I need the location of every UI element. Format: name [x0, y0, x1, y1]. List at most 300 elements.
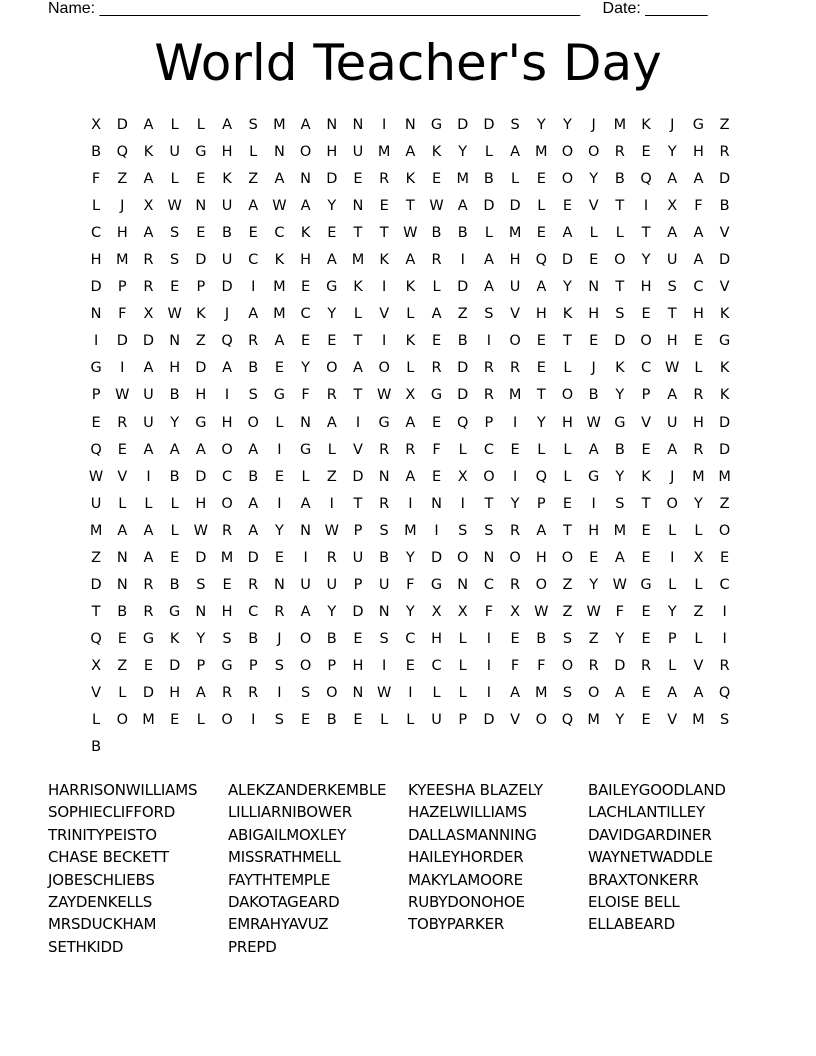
grid-letter: C [248, 252, 259, 269]
grid-letter: H [221, 414, 233, 431]
grid-letter: A [143, 225, 154, 242]
grid-letter: D [142, 333, 155, 350]
grid-letter: H [588, 522, 600, 539]
grid-letter: D [614, 657, 626, 674]
grid-letter: O [509, 549, 521, 566]
grid-letter: X [667, 198, 678, 215]
grid-letter: D [326, 171, 338, 188]
grid-letter: M [351, 252, 365, 269]
grid-letter: Y [196, 630, 206, 647]
grid-letter: L [458, 630, 467, 647]
grid-letter: Z [326, 468, 337, 485]
grid-letter: A [510, 684, 521, 701]
grid-letter: H [509, 252, 521, 269]
grid-letter: I [512, 414, 518, 431]
grid-letter: P [196, 657, 206, 674]
grid-letter: L [170, 495, 179, 512]
grid-letter: D [483, 198, 495, 215]
grid-letter: I [382, 279, 387, 296]
grid-letter: D [457, 387, 469, 404]
grid-letter: I [722, 603, 727, 620]
grid-letter: K [562, 306, 573, 323]
grid-letter: M [535, 684, 548, 701]
grid-letter: K [719, 387, 730, 404]
grid-letter: O [509, 333, 521, 350]
grid-letter: H [90, 252, 102, 269]
grid-letter: H [666, 333, 678, 350]
grid-letter: S [379, 522, 389, 539]
grid-letter: A [667, 387, 678, 404]
grid-letter: U [666, 252, 678, 269]
grid-letter: L [92, 198, 101, 215]
grid-letter: W [665, 360, 680, 377]
grid-letter: U [143, 387, 154, 404]
grid-letter: F [484, 603, 494, 620]
grid-letter: A [117, 522, 128, 539]
grid-letter: U [221, 198, 233, 215]
grid-letter: R [379, 441, 390, 458]
grid-letter: N [195, 603, 207, 620]
grid-letter: D [221, 279, 233, 296]
grid-letter: E [589, 252, 599, 269]
grid-letter: I [382, 117, 387, 133]
word-list-item: SETHKIDD [48, 937, 124, 956]
grid-letter: O [483, 468, 495, 485]
grid-letter: O [326, 360, 338, 377]
grid-letter: U [169, 144, 180, 161]
grid-letter: Z [195, 333, 206, 350]
grid-letter: G [430, 387, 443, 404]
grid-letter: I [408, 684, 413, 701]
grid-letter: E [431, 414, 442, 431]
grid-letter: A [274, 171, 285, 188]
grid-letter: A [222, 360, 232, 377]
grid-letter: T [667, 306, 677, 323]
grid-letter: K [431, 144, 442, 161]
grid-letter: H [221, 603, 233, 620]
word-list-item: ABIGAILMOXLEY [228, 825, 347, 844]
grid-letter: E [431, 171, 442, 188]
grid-letter: L [301, 468, 310, 485]
grid-letter: I [434, 522, 439, 539]
grid-letter: F [118, 306, 127, 323]
grid-letter: S [170, 252, 180, 269]
grid-letter: K [143, 144, 154, 161]
grid-letter: M [89, 522, 103, 539]
grid-letter: H [692, 306, 704, 323]
grid-letter: V [117, 468, 128, 485]
grid-letter: R [248, 333, 259, 350]
grid-letter: Y [327, 603, 337, 620]
grid-letter: Q [90, 441, 102, 458]
grid-letter: A [326, 414, 337, 431]
grid-letter: R [117, 414, 128, 431]
grid-letter: E [327, 225, 337, 242]
grid-letter: A [143, 171, 154, 188]
grid-letter: R [614, 144, 625, 161]
grid-letter: H [300, 252, 312, 269]
word-list-item: FAYTHTEMPLE [228, 870, 331, 889]
grid-letter: S [274, 712, 285, 729]
grid-letter: N [300, 522, 312, 539]
grid-letter: S [719, 712, 730, 729]
grid-letter: U [143, 414, 154, 431]
grid-letter: V [641, 414, 651, 431]
grid-letter: Z [693, 603, 704, 620]
grid-letter: Y [641, 252, 651, 269]
grid-letter: I [224, 387, 230, 404]
grid-letter: G [273, 387, 286, 404]
grid-letter: M [692, 468, 705, 485]
grid-letter: G [195, 414, 207, 431]
grid-letter: Y [667, 603, 677, 620]
grid-letter: W [272, 198, 287, 215]
grid-letter: E [196, 171, 206, 188]
grid-letter: Y [615, 387, 625, 404]
grid-letter: A [405, 252, 416, 269]
grid-letter: L [327, 441, 336, 458]
grid-letter: D [719, 441, 731, 458]
grid-letter: N [300, 414, 312, 431]
grid-letter: X [457, 603, 468, 620]
grid-letter: N [273, 576, 285, 593]
grid-letter: W [324, 522, 339, 539]
grid-letter: H [195, 495, 207, 512]
grid-letter: A [143, 360, 154, 377]
grid-letter: E [301, 279, 311, 296]
grid-letter: I [486, 333, 492, 350]
grid-letter: L [249, 144, 258, 161]
grid-letter: F [537, 657, 546, 674]
grid-letter: N [326, 117, 338, 133]
grid-letter: O [561, 549, 574, 566]
grid-letter: R [693, 387, 704, 404]
grid-letter: L [537, 198, 546, 215]
grid-letter: A [274, 333, 285, 350]
grid-letter: H [562, 414, 573, 431]
grid-letter: N [195, 198, 207, 215]
grid-letter: M [220, 549, 234, 566]
grid-letter: M [718, 468, 731, 485]
grid-letter: H [692, 414, 704, 431]
grid-letter: E [720, 549, 730, 566]
grid-letter: R [326, 549, 337, 566]
grid-letter: V [693, 657, 704, 674]
grid-letter: O [221, 495, 233, 512]
word-list-item: SOPHIECLIFFORD [48, 803, 176, 822]
grid-letter: A [483, 252, 494, 269]
grid-letter: R [379, 171, 390, 188]
grid-letter: D [509, 198, 521, 215]
grid-letter: E [641, 549, 651, 566]
grid-letter: A [300, 198, 311, 215]
grid-letter: P [91, 387, 101, 404]
grid-letter: L [694, 522, 703, 539]
grid-letter: R [143, 576, 154, 593]
grid-letter: C [640, 360, 652, 377]
grid-letter: Y [536, 117, 546, 133]
grid-letter: E [641, 522, 651, 539]
grid-letter: B [457, 225, 468, 242]
grid-letter: V [510, 306, 521, 323]
grid-letter: U [352, 549, 364, 566]
grid-letter: Q [457, 414, 469, 431]
grid-letter: K [641, 468, 651, 485]
grid-letter: B [483, 171, 494, 188]
grid-letter: G [195, 144, 207, 161]
grid-letter: Y [458, 144, 468, 161]
grid-letter: R [274, 603, 285, 620]
grid-letter: A [326, 252, 337, 269]
grid-letter: A [693, 684, 704, 701]
grid-letter: X [143, 306, 154, 323]
grid-letter: U [666, 414, 678, 431]
grid-letter: E [641, 441, 651, 458]
grid-letter: N [588, 279, 600, 296]
grid-letter: Q [221, 333, 233, 350]
grid-letter: I [93, 333, 99, 350]
grid-letter: S [667, 279, 677, 296]
grid-letter: R [483, 387, 494, 404]
grid-letter: V [719, 225, 730, 242]
grid-letter: K [615, 360, 625, 377]
grid-letter: R [143, 279, 154, 296]
grid-letter: D [195, 468, 207, 485]
grid-letter: E [170, 549, 180, 566]
grid-letter: D [169, 657, 181, 674]
grid-letter: M [116, 252, 129, 269]
grid-letter: A [667, 225, 678, 242]
grid-letter: N [404, 117, 416, 133]
grid-letter: W [167, 306, 182, 323]
grid-letter: Y [563, 117, 572, 133]
grid-letter: H [535, 549, 547, 566]
grid-letter: O [561, 657, 574, 674]
grid-letter: U [326, 576, 338, 593]
grid-letter: E [170, 712, 180, 729]
grid-letter: V [353, 441, 363, 458]
grid-letter: G [90, 360, 102, 377]
grid-letter: L [563, 468, 572, 485]
grid-letter: S [248, 387, 258, 404]
grid-letter: I [591, 495, 596, 512]
grid-letter: N [273, 144, 285, 161]
grid-letter: S [379, 630, 389, 647]
grid-letter: T [563, 522, 572, 539]
grid-letter: E [510, 630, 520, 647]
grid-letter: L [380, 712, 389, 729]
grid-letter: O [614, 252, 626, 269]
grid-letter: J [224, 306, 230, 323]
grid-letter: L [275, 414, 284, 431]
word-list-item: BRAXTONKERR [588, 870, 699, 889]
grid-letter: E [91, 414, 101, 431]
grid-letter: R [221, 522, 233, 539]
grid-letter: E [431, 468, 442, 485]
grid-letter: B [248, 360, 259, 377]
grid-letter: O [640, 333, 652, 350]
grid-letter: O [221, 441, 233, 458]
grid-letter: B [91, 739, 102, 756]
grid-letter: A [510, 144, 521, 161]
grid-letter: O [378, 360, 390, 377]
grid-letter: A [195, 441, 206, 458]
grid-letter: R [143, 252, 154, 269]
grid-letter: D [352, 603, 364, 620]
grid-letter: G [221, 657, 233, 674]
grid-letter: K [719, 360, 730, 377]
grid-letter: L [511, 171, 520, 188]
grid-letter: U [221, 252, 233, 269]
grid-letter: Y [327, 198, 337, 215]
grid-letter: S [196, 576, 206, 593]
word-list-item: LACHLANTILLEY [588, 803, 705, 822]
grid-letter: C [221, 468, 233, 485]
grid-letter: P [117, 279, 127, 296]
grid-letter: S [562, 630, 573, 647]
grid-letter: H [195, 387, 207, 404]
grid-letter: H [431, 630, 442, 647]
date-field-label: Date: _______ [602, 0, 708, 17]
grid-letter: C [719, 576, 730, 593]
grid-letter: O [561, 171, 574, 188]
grid-letter: O [587, 684, 600, 701]
grid-letter: B [117, 603, 128, 620]
grid-letter: B [169, 468, 180, 485]
grid-letter: F [694, 198, 703, 215]
header-fields [48, 0, 748, 20]
grid-letter: D [116, 333, 128, 350]
grid-letter: G [299, 441, 312, 458]
grid-letter: X [457, 468, 468, 485]
grid-letter: G [614, 414, 626, 431]
grid-letter: M [456, 171, 469, 188]
grid-letter: M [613, 522, 627, 539]
grid-letter: P [353, 576, 363, 593]
grid-letter: C [483, 576, 494, 593]
grid-letter: M [613, 117, 627, 133]
word-list-item: HAZELWILLIAMS [408, 803, 527, 822]
grid-letter: K [405, 279, 416, 296]
grid-letter: C [91, 225, 102, 242]
grid-letter: P [641, 387, 651, 404]
grid-letter: X [431, 603, 442, 620]
grid-letter: A [667, 441, 678, 458]
grid-letter: A [431, 306, 442, 323]
grid-letter: T [615, 198, 625, 215]
grid-letter: I [512, 468, 518, 485]
grid-letter: Z [562, 576, 573, 593]
word-list-item: DAVIDGARDINER [588, 825, 712, 844]
grid-letter: H [221, 144, 233, 161]
grid-letter: L [92, 712, 101, 729]
grid-letter: K [719, 306, 730, 323]
grid-letter: E [222, 576, 232, 593]
grid-letter: P [327, 657, 337, 674]
grid-letter: Y [170, 414, 180, 431]
grid-letter: W [403, 225, 418, 242]
grid-letter: H [535, 306, 547, 323]
grid-letter: C [300, 306, 311, 323]
grid-letter: R [405, 441, 416, 458]
grid-letter: O [221, 712, 233, 729]
grid-letter: W [376, 387, 392, 404]
grid-letter: G [718, 333, 731, 350]
grid-letter: F [615, 603, 625, 620]
grid-letter: Y [405, 603, 415, 620]
grid-letter: M [273, 306, 286, 323]
grid-letter: I [251, 279, 256, 296]
grid-letter: B [222, 225, 232, 242]
grid-letter: K [222, 171, 232, 188]
grid-letter: B [169, 387, 180, 404]
grid-letter: L [406, 306, 415, 323]
grid-letter: R [719, 657, 730, 674]
grid-letter: L [537, 441, 546, 458]
grid-letter: U [300, 576, 311, 593]
grid-letter: O [561, 144, 574, 161]
grid-letter: Z [588, 630, 599, 647]
grid-letter: H [352, 657, 364, 674]
grid-letter: M [273, 117, 286, 133]
grid-letter: V [588, 198, 599, 215]
grid-letter: L [432, 279, 441, 296]
word-list-item: KYEESHA BLAZELY [408, 781, 543, 799]
grid-letter: B [431, 225, 442, 242]
word-list-item: TOBYPARKER [408, 915, 505, 934]
grid-letter: S [458, 522, 468, 539]
grid-letter: A [248, 495, 259, 512]
grid-letter: K [274, 252, 285, 269]
grid-letter: S [484, 306, 494, 323]
grid-letter: Z [562, 603, 573, 620]
grid-letter: T [563, 333, 572, 350]
grid-letter: L [484, 144, 493, 161]
grid-letter: L [563, 441, 572, 458]
grid-letter: X [405, 387, 416, 404]
grid-letter: C [248, 603, 259, 620]
grid-letter: I [277, 495, 282, 512]
grid-letter: D [614, 333, 626, 350]
grid-letter: D [457, 279, 469, 296]
word-list-item: ZAYDENKELLS [48, 892, 153, 911]
grid-letter: A [667, 684, 678, 701]
grid-letter: U [378, 576, 390, 593]
grid-letter: E [143, 657, 154, 674]
grid-letter: S [484, 522, 494, 539]
grid-letter: S [300, 684, 311, 701]
grid-letter: E [117, 441, 127, 458]
grid-letter: H [169, 360, 181, 377]
grid-letter: E [510, 441, 520, 458]
word-list-item: LILLIARNIBOWER [228, 803, 353, 822]
grid-letter: E [301, 712, 311, 729]
grid-letter: K [300, 225, 311, 242]
grid-letter: B [614, 441, 625, 458]
grid-letter: I [329, 495, 334, 512]
grid-letter: I [355, 414, 361, 431]
grid-letter: D [561, 252, 574, 269]
grid-letter: X [510, 603, 521, 620]
grid-letter: N [300, 171, 312, 188]
grid-letter: O [561, 387, 574, 404]
grid-letter: H [169, 684, 181, 701]
grid-letter: S [222, 630, 232, 647]
grid-letter: C [274, 225, 285, 242]
grid-letter: I [670, 549, 675, 566]
grid-letter: E [641, 603, 651, 620]
grid-letter: E [562, 198, 573, 215]
